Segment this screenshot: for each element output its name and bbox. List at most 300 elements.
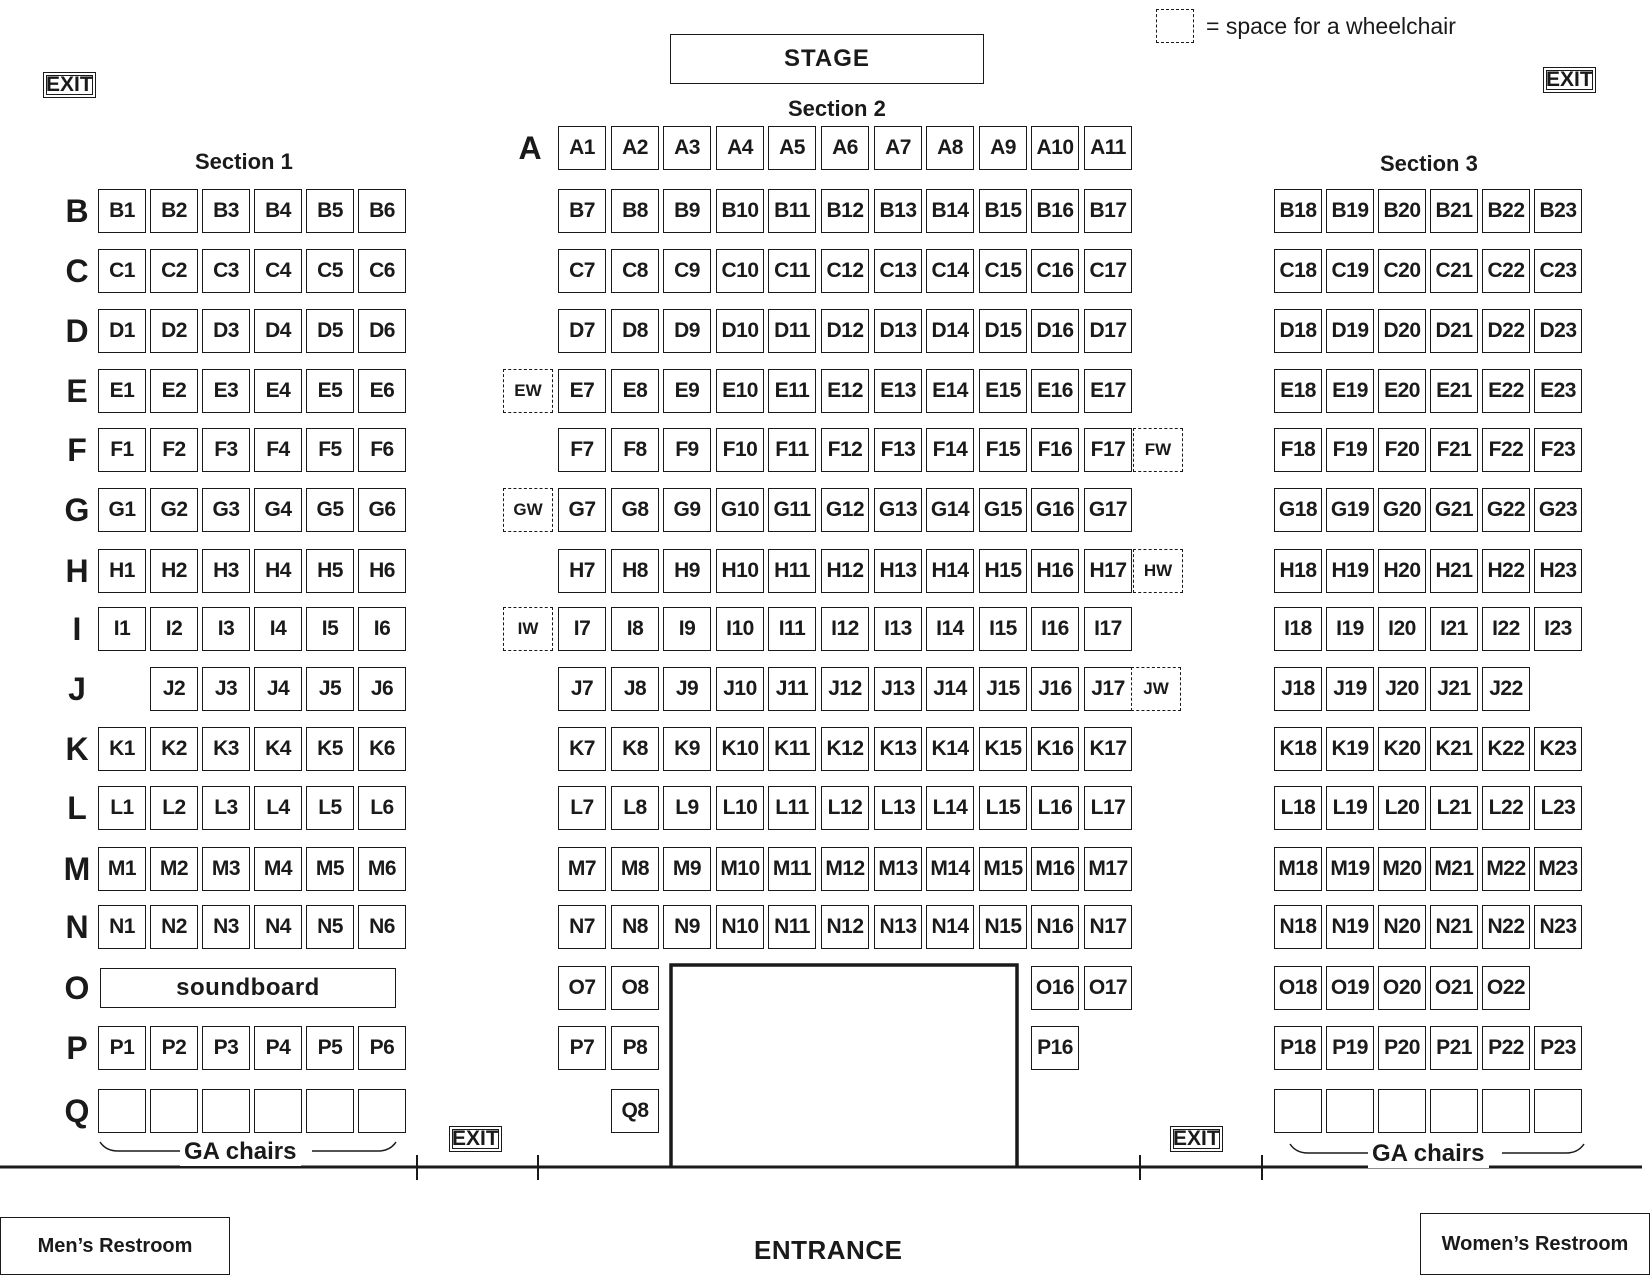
seat-l19[interactable]: L19 <box>1326 786 1374 830</box>
seat-f22[interactable]: F22 <box>1482 428 1530 472</box>
seat-g17[interactable]: G17 <box>1084 488 1132 532</box>
seat-n6[interactable]: N6 <box>358 905 406 949</box>
seat-l15[interactable]: L15 <box>979 786 1027 830</box>
seat-m10[interactable]: M10 <box>716 847 764 891</box>
seat-i7[interactable]: I7 <box>558 607 606 651</box>
seat-i4[interactable]: I4 <box>254 607 302 651</box>
seat-l21[interactable]: L21 <box>1430 786 1478 830</box>
seat-n5[interactable]: N5 <box>306 905 354 949</box>
seat-i8[interactable]: I8 <box>611 607 659 651</box>
seat-b16[interactable]: B16 <box>1031 189 1079 233</box>
seat-f9[interactable]: F9 <box>663 428 711 472</box>
seat-k1[interactable]: K1 <box>98 727 146 771</box>
seat-i3[interactable]: I3 <box>202 607 250 651</box>
seat-f6[interactable]: F6 <box>358 428 406 472</box>
ga-chair[interactable] <box>1534 1089 1582 1133</box>
seat-b17[interactable]: B17 <box>1084 189 1132 233</box>
seat-l5[interactable]: L5 <box>306 786 354 830</box>
seat-b19[interactable]: B19 <box>1326 189 1374 233</box>
seat-k17[interactable]: K17 <box>1084 727 1132 771</box>
seat-c11[interactable]: C11 <box>768 249 816 293</box>
seat-j21[interactable]: J21 <box>1430 667 1478 711</box>
seat-b8[interactable]: B8 <box>611 189 659 233</box>
seat-e15[interactable]: E15 <box>979 369 1027 413</box>
seat-k10[interactable]: K10 <box>716 727 764 771</box>
seat-m4[interactable]: M4 <box>254 847 302 891</box>
seat-n20[interactable]: N20 <box>1378 905 1426 949</box>
seat-b1[interactable]: B1 <box>98 189 146 233</box>
seat-n10[interactable]: N10 <box>716 905 764 949</box>
seat-e20[interactable]: E20 <box>1378 369 1426 413</box>
seat-j3[interactable]: J3 <box>202 667 250 711</box>
seat-n11[interactable]: N11 <box>768 905 816 949</box>
seat-n3[interactable]: N3 <box>202 905 250 949</box>
seat-k11[interactable]: K11 <box>768 727 816 771</box>
seat-d20[interactable]: D20 <box>1378 309 1426 353</box>
seat-a5[interactable]: A5 <box>768 126 816 170</box>
seat-o21[interactable]: O21 <box>1430 966 1478 1010</box>
seat-j5[interactable]: J5 <box>306 667 354 711</box>
seat-i9[interactable]: I9 <box>663 607 711 651</box>
seat-e6[interactable]: E6 <box>358 369 406 413</box>
seat-b2[interactable]: B2 <box>150 189 198 233</box>
seat-a11[interactable]: A11 <box>1084 126 1132 170</box>
ga-chair[interactable] <box>202 1089 250 1133</box>
seat-p4[interactable]: P4 <box>254 1026 302 1070</box>
seat-h7[interactable]: H7 <box>558 549 606 593</box>
seat-l4[interactable]: L4 <box>254 786 302 830</box>
seat-f8[interactable]: F8 <box>611 428 659 472</box>
seat-i20[interactable]: I20 <box>1378 607 1426 651</box>
seat-b9[interactable]: B9 <box>663 189 711 233</box>
seat-p6[interactable]: P6 <box>358 1026 406 1070</box>
seat-j15[interactable]: J15 <box>979 667 1027 711</box>
ga-chair[interactable] <box>1482 1089 1530 1133</box>
seat-e3[interactable]: E3 <box>202 369 250 413</box>
wheelchair-space-hw[interactable]: HW <box>1133 549 1183 593</box>
seat-l10[interactable]: L10 <box>716 786 764 830</box>
seat-n22[interactable]: N22 <box>1482 905 1530 949</box>
seat-m7[interactable]: M7 <box>558 847 606 891</box>
seat-n4[interactable]: N4 <box>254 905 302 949</box>
seat-g19[interactable]: G19 <box>1326 488 1374 532</box>
seat-l3[interactable]: L3 <box>202 786 250 830</box>
seat-m5[interactable]: M5 <box>306 847 354 891</box>
seat-m1[interactable]: M1 <box>98 847 146 891</box>
seat-c3[interactable]: C3 <box>202 249 250 293</box>
seat-h13[interactable]: H13 <box>874 549 922 593</box>
seat-p23[interactable]: P23 <box>1534 1026 1582 1070</box>
seat-d18[interactable]: D18 <box>1274 309 1322 353</box>
seat-d5[interactable]: D5 <box>306 309 354 353</box>
seat-d12[interactable]: D12 <box>821 309 869 353</box>
seat-b18[interactable]: B18 <box>1274 189 1322 233</box>
wheelchair-space-gw[interactable]: GW <box>503 488 553 532</box>
seat-l20[interactable]: L20 <box>1378 786 1426 830</box>
seat-b12[interactable]: B12 <box>821 189 869 233</box>
seat-l6[interactable]: L6 <box>358 786 406 830</box>
seat-f1[interactable]: F1 <box>98 428 146 472</box>
seat-h23[interactable]: H23 <box>1534 549 1582 593</box>
seat-d11[interactable]: D11 <box>768 309 816 353</box>
seat-i15[interactable]: I15 <box>979 607 1027 651</box>
seat-n14[interactable]: N14 <box>926 905 974 949</box>
seat-f7[interactable]: F7 <box>558 428 606 472</box>
wheelchair-space-fw[interactable]: FW <box>1133 428 1183 472</box>
seat-d15[interactable]: D15 <box>979 309 1027 353</box>
seat-j14[interactable]: J14 <box>926 667 974 711</box>
seat-b4[interactable]: B4 <box>254 189 302 233</box>
seat-g12[interactable]: G12 <box>821 488 869 532</box>
seat-a10[interactable]: A10 <box>1031 126 1079 170</box>
seat-h17[interactable]: H17 <box>1084 549 1132 593</box>
seat-e7[interactable]: E7 <box>558 369 606 413</box>
seat-j20[interactable]: J20 <box>1378 667 1426 711</box>
seat-p7[interactable]: P7 <box>558 1026 606 1070</box>
seat-c18[interactable]: C18 <box>1274 249 1322 293</box>
seat-k18[interactable]: K18 <box>1274 727 1322 771</box>
seat-c13[interactable]: C13 <box>874 249 922 293</box>
seat-i1[interactable]: I1 <box>98 607 146 651</box>
seat-g22[interactable]: G22 <box>1482 488 1530 532</box>
seat-p21[interactable]: P21 <box>1430 1026 1478 1070</box>
seat-f19[interactable]: F19 <box>1326 428 1374 472</box>
seat-o17[interactable]: O17 <box>1084 966 1132 1010</box>
seat-p8[interactable]: P8 <box>611 1026 659 1070</box>
seat-e5[interactable]: E5 <box>306 369 354 413</box>
seat-j8[interactable]: J8 <box>611 667 659 711</box>
seat-m3[interactable]: M3 <box>202 847 250 891</box>
seat-c20[interactable]: C20 <box>1378 249 1426 293</box>
seat-j6[interactable]: J6 <box>358 667 406 711</box>
seat-i17[interactable]: I17 <box>1084 607 1132 651</box>
seat-i10[interactable]: I10 <box>716 607 764 651</box>
seat-n19[interactable]: N19 <box>1326 905 1374 949</box>
ga-chair[interactable] <box>1430 1089 1478 1133</box>
womens-restroom[interactable]: Women’s Restroom <box>1420 1213 1650 1275</box>
seat-f15[interactable]: F15 <box>979 428 1027 472</box>
seat-n17[interactable]: N17 <box>1084 905 1132 949</box>
seat-b22[interactable]: B22 <box>1482 189 1530 233</box>
seat-c16[interactable]: C16 <box>1031 249 1079 293</box>
seat-j9[interactable]: J9 <box>663 667 711 711</box>
seat-j13[interactable]: J13 <box>874 667 922 711</box>
seat-d17[interactable]: D17 <box>1084 309 1132 353</box>
seat-m21[interactable]: M21 <box>1430 847 1478 891</box>
seat-o16[interactable]: O16 <box>1031 966 1079 1010</box>
seat-d10[interactable]: D10 <box>716 309 764 353</box>
exit-bottom-left[interactable]: EXIT <box>449 1126 502 1152</box>
seat-b21[interactable]: B21 <box>1430 189 1478 233</box>
seat-m15[interactable]: M15 <box>979 847 1027 891</box>
seat-a2[interactable]: A2 <box>611 126 659 170</box>
seat-k22[interactable]: K22 <box>1482 727 1530 771</box>
seat-n18[interactable]: N18 <box>1274 905 1322 949</box>
seat-l17[interactable]: L17 <box>1084 786 1132 830</box>
seat-c22[interactable]: C22 <box>1482 249 1530 293</box>
seat-f18[interactable]: F18 <box>1274 428 1322 472</box>
seat-g7[interactable]: G7 <box>558 488 606 532</box>
seat-c19[interactable]: C19 <box>1326 249 1374 293</box>
seat-i16[interactable]: I16 <box>1031 607 1079 651</box>
exit-bottom-right[interactable]: EXIT <box>1170 1126 1223 1152</box>
seat-n15[interactable]: N15 <box>979 905 1027 949</box>
seat-k15[interactable]: K15 <box>979 727 1027 771</box>
seat-k12[interactable]: K12 <box>821 727 869 771</box>
seat-m20[interactable]: M20 <box>1378 847 1426 891</box>
seat-e18[interactable]: E18 <box>1274 369 1322 413</box>
seat-b15[interactable]: B15 <box>979 189 1027 233</box>
seat-l16[interactable]: L16 <box>1031 786 1079 830</box>
ga-chair[interactable] <box>254 1089 302 1133</box>
seat-l14[interactable]: L14 <box>926 786 974 830</box>
seat-d22[interactable]: D22 <box>1482 309 1530 353</box>
seat-e11[interactable]: E11 <box>768 369 816 413</box>
seat-i19[interactable]: I19 <box>1326 607 1374 651</box>
seat-j2[interactable]: J2 <box>150 667 198 711</box>
seat-i13[interactable]: I13 <box>874 607 922 651</box>
seat-d19[interactable]: D19 <box>1326 309 1374 353</box>
seat-k7[interactable]: K7 <box>558 727 606 771</box>
seat-d7[interactable]: D7 <box>558 309 606 353</box>
seat-f16[interactable]: F16 <box>1031 428 1079 472</box>
seat-m16[interactable]: M16 <box>1031 847 1079 891</box>
seat-b11[interactable]: B11 <box>768 189 816 233</box>
seat-d6[interactable]: D6 <box>358 309 406 353</box>
seat-a4[interactable]: A4 <box>716 126 764 170</box>
seat-k5[interactable]: K5 <box>306 727 354 771</box>
seat-c14[interactable]: C14 <box>926 249 974 293</box>
seat-c4[interactable]: C4 <box>254 249 302 293</box>
seat-k19[interactable]: K19 <box>1326 727 1374 771</box>
seat-i22[interactable]: I22 <box>1482 607 1530 651</box>
seat-i12[interactable]: I12 <box>821 607 869 651</box>
seat-n8[interactable]: N8 <box>611 905 659 949</box>
seat-i18[interactable]: I18 <box>1274 607 1322 651</box>
seat-e13[interactable]: E13 <box>874 369 922 413</box>
ga-chair[interactable] <box>1274 1089 1322 1133</box>
ga-chair[interactable] <box>1326 1089 1374 1133</box>
seat-g13[interactable]: G13 <box>874 488 922 532</box>
wheelchair-space-ew[interactable]: EW <box>503 369 553 413</box>
seat-o22[interactable]: O22 <box>1482 966 1530 1010</box>
seat-m2[interactable]: M2 <box>150 847 198 891</box>
ga-chair[interactable] <box>358 1089 406 1133</box>
seat-j18[interactable]: J18 <box>1274 667 1322 711</box>
seat-e10[interactable]: E10 <box>716 369 764 413</box>
seat-h1[interactable]: H1 <box>98 549 146 593</box>
seat-o18[interactable]: O18 <box>1274 966 1322 1010</box>
seat-g10[interactable]: G10 <box>716 488 764 532</box>
seat-o8[interactable]: O8 <box>611 966 659 1010</box>
seat-b7[interactable]: B7 <box>558 189 606 233</box>
seat-c17[interactable]: C17 <box>1084 249 1132 293</box>
seat-k2[interactable]: K2 <box>150 727 198 771</box>
ga-chair[interactable] <box>1378 1089 1426 1133</box>
seat-h21[interactable]: H21 <box>1430 549 1478 593</box>
seat-m11[interactable]: M11 <box>768 847 816 891</box>
seat-h14[interactable]: H14 <box>926 549 974 593</box>
seat-f12[interactable]: F12 <box>821 428 869 472</box>
seat-g5[interactable]: G5 <box>306 488 354 532</box>
seat-a3[interactable]: A3 <box>663 126 711 170</box>
seat-p1[interactable]: P1 <box>98 1026 146 1070</box>
seat-d13[interactable]: D13 <box>874 309 922 353</box>
seat-h10[interactable]: H10 <box>716 549 764 593</box>
seat-d4[interactable]: D4 <box>254 309 302 353</box>
seat-k20[interactable]: K20 <box>1378 727 1426 771</box>
seat-c15[interactable]: C15 <box>979 249 1027 293</box>
seat-f17[interactable]: F17 <box>1084 428 1132 472</box>
seat-n2[interactable]: N2 <box>150 905 198 949</box>
seat-k14[interactable]: K14 <box>926 727 974 771</box>
seat-h5[interactable]: H5 <box>306 549 354 593</box>
seat-a6[interactable]: A6 <box>821 126 869 170</box>
seat-p18[interactable]: P18 <box>1274 1026 1322 1070</box>
seat-i23[interactable]: I23 <box>1534 607 1582 651</box>
seat-j22[interactable]: J22 <box>1482 667 1530 711</box>
seat-p16[interactable]: P16 <box>1031 1026 1079 1070</box>
seat-f11[interactable]: F11 <box>768 428 816 472</box>
seat-g1[interactable]: G1 <box>98 488 146 532</box>
seat-c6[interactable]: C6 <box>358 249 406 293</box>
seat-l11[interactable]: L11 <box>768 786 816 830</box>
seat-m14[interactable]: M14 <box>926 847 974 891</box>
seat-l12[interactable]: L12 <box>821 786 869 830</box>
seat-m22[interactable]: M22 <box>1482 847 1530 891</box>
seat-h22[interactable]: H22 <box>1482 549 1530 593</box>
seat-h3[interactable]: H3 <box>202 549 250 593</box>
seat-f23[interactable]: F23 <box>1534 428 1582 472</box>
seat-p19[interactable]: P19 <box>1326 1026 1374 1070</box>
seat-l13[interactable]: L13 <box>874 786 922 830</box>
seat-m8[interactable]: M8 <box>611 847 659 891</box>
seat-d14[interactable]: D14 <box>926 309 974 353</box>
seat-h19[interactable]: H19 <box>1326 549 1374 593</box>
seat-g14[interactable]: G14 <box>926 488 974 532</box>
seat-d23[interactable]: D23 <box>1534 309 1582 353</box>
seat-c10[interactable]: C10 <box>716 249 764 293</box>
seat-h18[interactable]: H18 <box>1274 549 1322 593</box>
seat-k6[interactable]: K6 <box>358 727 406 771</box>
seat-a7[interactable]: A7 <box>874 126 922 170</box>
seat-f3[interactable]: F3 <box>202 428 250 472</box>
mens-restroom[interactable]: Men’s Restroom <box>0 1217 230 1275</box>
seat-f2[interactable]: F2 <box>150 428 198 472</box>
seat-g4[interactable]: G4 <box>254 488 302 532</box>
seat-f21[interactable]: F21 <box>1430 428 1478 472</box>
seat-e4[interactable]: E4 <box>254 369 302 413</box>
seat-h12[interactable]: H12 <box>821 549 869 593</box>
seat-i21[interactable]: I21 <box>1430 607 1478 651</box>
seat-l1[interactable]: L1 <box>98 786 146 830</box>
seat-i11[interactable]: I11 <box>768 607 816 651</box>
seat-b14[interactable]: B14 <box>926 189 974 233</box>
seat-e19[interactable]: E19 <box>1326 369 1374 413</box>
seat-g21[interactable]: G21 <box>1430 488 1478 532</box>
seat-h9[interactable]: H9 <box>663 549 711 593</box>
seat-g16[interactable]: G16 <box>1031 488 1079 532</box>
seat-e9[interactable]: E9 <box>663 369 711 413</box>
seat-k3[interactable]: K3 <box>202 727 250 771</box>
seat-a8[interactable]: A8 <box>926 126 974 170</box>
seat-p3[interactable]: P3 <box>202 1026 250 1070</box>
seat-l9[interactable]: L9 <box>663 786 711 830</box>
seat-c21[interactable]: C21 <box>1430 249 1478 293</box>
seat-h6[interactable]: H6 <box>358 549 406 593</box>
seat-n7[interactable]: N7 <box>558 905 606 949</box>
seat-f20[interactable]: F20 <box>1378 428 1426 472</box>
exit-top-right[interactable]: EXIT <box>1543 67 1596 93</box>
seat-c8[interactable]: C8 <box>611 249 659 293</box>
seat-g20[interactable]: G20 <box>1378 488 1426 532</box>
seat-l2[interactable]: L2 <box>150 786 198 830</box>
seat-j16[interactable]: J16 <box>1031 667 1079 711</box>
seat-c2[interactable]: C2 <box>150 249 198 293</box>
seat-h4[interactable]: H4 <box>254 549 302 593</box>
wheelchair-space-jw[interactable]: JW <box>1131 667 1181 711</box>
seat-n21[interactable]: N21 <box>1430 905 1478 949</box>
seat-j4[interactable]: J4 <box>254 667 302 711</box>
seat-j11[interactable]: J11 <box>768 667 816 711</box>
seat-i14[interactable]: I14 <box>926 607 974 651</box>
seat-e1[interactable]: E1 <box>98 369 146 413</box>
seat-n1[interactable]: N1 <box>98 905 146 949</box>
seat-d1[interactable]: D1 <box>98 309 146 353</box>
seat-c9[interactable]: C9 <box>663 249 711 293</box>
seat-h20[interactable]: H20 <box>1378 549 1426 593</box>
seat-d16[interactable]: D16 <box>1031 309 1079 353</box>
seat-f13[interactable]: F13 <box>874 428 922 472</box>
seat-b3[interactable]: B3 <box>202 189 250 233</box>
seat-b6[interactable]: B6 <box>358 189 406 233</box>
seat-b10[interactable]: B10 <box>716 189 764 233</box>
seat-p22[interactable]: P22 <box>1482 1026 1530 1070</box>
seat-m13[interactable]: M13 <box>874 847 922 891</box>
seat-e17[interactable]: E17 <box>1084 369 1132 413</box>
seat-e12[interactable]: E12 <box>821 369 869 413</box>
seat-b13[interactable]: B13 <box>874 189 922 233</box>
seat-h15[interactable]: H15 <box>979 549 1027 593</box>
seat-n9[interactable]: N9 <box>663 905 711 949</box>
seat-l22[interactable]: L22 <box>1482 786 1530 830</box>
seat-e23[interactable]: E23 <box>1534 369 1582 413</box>
seat-a9[interactable]: A9 <box>979 126 1027 170</box>
seat-f14[interactable]: F14 <box>926 428 974 472</box>
seat-j19[interactable]: J19 <box>1326 667 1374 711</box>
seat-n12[interactable]: N12 <box>821 905 869 949</box>
seat-b20[interactable]: B20 <box>1378 189 1426 233</box>
exit-top-left[interactable]: EXIT <box>43 72 96 98</box>
seat-m12[interactable]: M12 <box>821 847 869 891</box>
seat-m6[interactable]: M6 <box>358 847 406 891</box>
seat-m17[interactable]: M17 <box>1084 847 1132 891</box>
seat-i2[interactable]: I2 <box>150 607 198 651</box>
seat-h2[interactable]: H2 <box>150 549 198 593</box>
seat-m9[interactable]: M9 <box>663 847 711 891</box>
seat-p5[interactable]: P5 <box>306 1026 354 1070</box>
seat-l8[interactable]: L8 <box>611 786 659 830</box>
seat-q8[interactable]: Q8 <box>611 1089 659 1133</box>
seat-k4[interactable]: K4 <box>254 727 302 771</box>
seat-h16[interactable]: H16 <box>1031 549 1079 593</box>
seat-f5[interactable]: F5 <box>306 428 354 472</box>
seat-k23[interactable]: K23 <box>1534 727 1582 771</box>
seat-m19[interactable]: M19 <box>1326 847 1374 891</box>
seat-g15[interactable]: G15 <box>979 488 1027 532</box>
seat-d3[interactable]: D3 <box>202 309 250 353</box>
seat-c12[interactable]: C12 <box>821 249 869 293</box>
